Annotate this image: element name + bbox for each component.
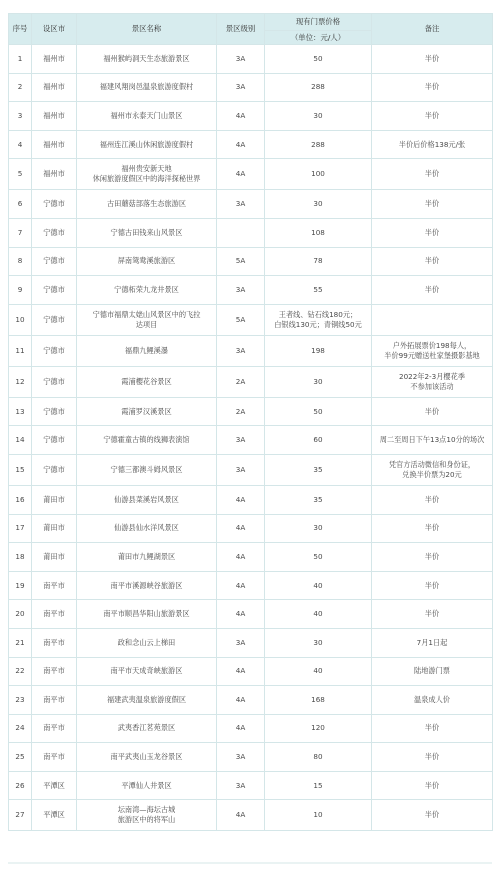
cell-note-line: 半价 xyxy=(424,723,440,733)
cell-note-line: 不参加该活动 xyxy=(410,381,454,391)
cell-city: 福州市 xyxy=(32,102,77,131)
cell-seq: 12 xyxy=(9,366,32,397)
cell-price-line: 50 xyxy=(313,551,323,561)
scenic-ticket-table xyxy=(8,13,493,831)
cell-city: 南平市 xyxy=(32,686,77,715)
cell-name-line: 坛南湾—海坛古城 xyxy=(117,805,176,815)
cell-city: 宁德市 xyxy=(32,276,77,305)
table-row xyxy=(9,426,493,455)
cell-level: 3A xyxy=(217,426,265,455)
cell-seq: 9 xyxy=(9,276,32,305)
table-row xyxy=(9,485,493,514)
cell-seq: 18 xyxy=(9,543,32,572)
header-price-title: 现有门票价格 xyxy=(265,14,372,31)
header-level: 景区级别 xyxy=(217,14,265,45)
table-row xyxy=(9,190,493,219)
table-row xyxy=(9,543,493,572)
cell-note xyxy=(372,247,493,276)
cell-note xyxy=(372,514,493,543)
cell-city: 南平市 xyxy=(32,657,77,686)
table-row xyxy=(9,102,493,131)
cell-level: 4A xyxy=(217,485,265,514)
cell-note xyxy=(372,571,493,600)
cell-level: 3A xyxy=(217,73,265,102)
cell-note-line: 半价 xyxy=(424,406,440,416)
header-city: 设区市 xyxy=(32,14,77,45)
cell-price-line: 35 xyxy=(313,494,323,504)
cell-name-line: 福建风翔岗邑温泉旅游度假村 xyxy=(99,82,194,92)
cell-price-line: 50 xyxy=(313,406,323,416)
cell-seq: 8 xyxy=(9,247,32,276)
cell-level: 4A xyxy=(217,159,265,190)
cell-level: 4A xyxy=(217,800,265,831)
cell-note xyxy=(372,73,493,102)
cell-seq: 26 xyxy=(9,771,32,800)
cell-price xyxy=(265,571,372,600)
cell-name-line: 福州猴屿洞天生态旅游景区 xyxy=(103,53,190,63)
cell-seq: 17 xyxy=(9,514,32,543)
cell-level: 4A xyxy=(217,600,265,629)
cell-level: 3A xyxy=(217,628,265,657)
cell-note xyxy=(372,628,493,657)
cell-note-line: 半价 xyxy=(424,752,440,762)
cell-price xyxy=(265,657,372,686)
cell-name-line: 宁德古田钱来山风景区 xyxy=(110,227,183,237)
cell-city: 福州市 xyxy=(32,159,77,190)
cell-price xyxy=(265,102,372,131)
cell-price xyxy=(265,335,372,366)
cell-name-line: 宁德市福鼎太姥山风景区中的飞拉 xyxy=(92,309,201,319)
cell-name xyxy=(77,426,217,455)
cell-seq: 27 xyxy=(9,800,32,831)
table-row xyxy=(9,397,493,426)
cell-note-line: 半价 xyxy=(424,256,440,266)
cell-price-line: 40 xyxy=(313,666,323,676)
cell-level: 4A xyxy=(217,714,265,743)
cell-level xyxy=(217,218,265,247)
cell-note-line: 半价 xyxy=(424,580,440,590)
cell-price-line: 10 xyxy=(313,810,323,820)
cell-name xyxy=(77,800,217,831)
cell-seq: 21 xyxy=(9,628,32,657)
table-row xyxy=(9,247,493,276)
cell-note-line: 半价 xyxy=(424,810,440,820)
cell-seq: 14 xyxy=(9,426,32,455)
cell-seq: 24 xyxy=(9,714,32,743)
cell-name xyxy=(77,714,217,743)
table-row xyxy=(9,218,493,247)
cell-note xyxy=(372,190,493,219)
cell-city: 福州市 xyxy=(32,73,77,102)
cell-note-line: 凭官方活动微信和身份证， xyxy=(388,459,476,469)
cell-seq: 16 xyxy=(9,485,32,514)
cell-name xyxy=(77,335,217,366)
cell-name-line: 南平武夷山玉龙谷景区 xyxy=(110,752,183,762)
cell-price-line: 80 xyxy=(313,752,323,762)
cell-seq: 10 xyxy=(9,304,32,335)
cell-name xyxy=(77,743,217,772)
cell-price-line: 108 xyxy=(311,227,325,237)
cell-note-line: 半价 xyxy=(424,523,440,533)
cell-note-line: 半价 xyxy=(424,780,440,790)
cell-price-line: 王者线、钻石线180元； xyxy=(278,309,358,319)
cell-seq: 6 xyxy=(9,190,32,219)
cell-name-line: 仙游县菜溪岩风景区 xyxy=(114,494,179,504)
cell-city: 南平市 xyxy=(32,743,77,772)
table-row xyxy=(9,600,493,629)
cell-name-line: 屏南鸳鸯溪旅游区 xyxy=(117,256,176,266)
cell-note-line: 户外拓展票价198每人， xyxy=(392,340,472,350)
table-row xyxy=(9,335,493,366)
cell-city: 莆田市 xyxy=(32,514,77,543)
cell-name xyxy=(77,686,217,715)
cell-city: 莆田市 xyxy=(32,543,77,572)
cell-seq: 5 xyxy=(9,159,32,190)
cell-note xyxy=(372,130,493,159)
cell-note-line: 2022年2-3月樱花季 xyxy=(399,371,465,381)
cell-note-line: 兑换半价票为20元 xyxy=(402,469,462,479)
cell-note xyxy=(372,159,493,190)
cell-level: 3A xyxy=(217,276,265,305)
cell-note xyxy=(372,714,493,743)
table-row xyxy=(9,130,493,159)
cell-name xyxy=(77,45,217,74)
cell-name xyxy=(77,190,217,219)
cell-name-line: 福州市永泰天门山景区 xyxy=(110,110,183,120)
cell-seq: 11 xyxy=(9,335,32,366)
cell-seq: 19 xyxy=(9,571,32,600)
cell-name xyxy=(77,771,217,800)
cell-level: 4A xyxy=(217,657,265,686)
cell-name-line: 仙游县仙水洋风景区 xyxy=(114,523,179,533)
cell-price-line: 78 xyxy=(313,256,323,266)
table-row xyxy=(9,771,493,800)
cell-name xyxy=(77,485,217,514)
table-row xyxy=(9,366,493,397)
cell-note xyxy=(372,771,493,800)
cell-price-line: 60 xyxy=(313,435,323,445)
cell-note xyxy=(372,366,493,397)
cell-seq: 23 xyxy=(9,686,32,715)
cell-city: 宁德市 xyxy=(32,335,77,366)
cell-city: 宁德市 xyxy=(32,247,77,276)
cell-name xyxy=(77,102,217,131)
table-row xyxy=(9,686,493,715)
cell-price xyxy=(265,366,372,397)
cell-name xyxy=(77,657,217,686)
cell-price-line: 198 xyxy=(311,345,325,355)
table-row xyxy=(9,800,493,831)
cell-level: 5A xyxy=(217,304,265,335)
table-row xyxy=(9,657,493,686)
cell-level: 4A xyxy=(217,543,265,572)
table-row xyxy=(9,714,493,743)
cell-price-line: 白银线130元；青铜线50元 xyxy=(274,319,362,329)
cell-note-line: 半价 xyxy=(424,609,440,619)
cell-note-line: 半价 xyxy=(424,227,440,237)
cell-price-line: 30 xyxy=(313,376,323,386)
cell-note-line: 周二至周日下午13点10分的场次 xyxy=(379,435,485,445)
cell-note-line: 半价后价格138元/张 xyxy=(398,139,466,149)
cell-level: 4A xyxy=(217,686,265,715)
cell-price xyxy=(265,397,372,426)
cell-note xyxy=(372,800,493,831)
cell-price-line: 30 xyxy=(313,637,323,647)
cell-name-line: 宁德柘荣九龙井景区 xyxy=(114,284,179,294)
cell-note-line: 7月1日起 xyxy=(416,637,448,647)
cell-name-line: 平潭仙人井景区 xyxy=(121,780,172,790)
cell-city: 宁德市 xyxy=(32,454,77,485)
cell-city: 莆田市 xyxy=(32,485,77,514)
cell-city: 南平市 xyxy=(32,600,77,629)
cell-level: 3A xyxy=(217,454,265,485)
header-seq: 序号 xyxy=(9,14,32,45)
cell-name xyxy=(77,397,217,426)
cell-name xyxy=(77,366,217,397)
cell-price xyxy=(265,247,372,276)
cell-name-line: 古田蘑菇部落生态旅游区 xyxy=(106,199,187,209)
cell-name-line: 霞浦樱花谷景区 xyxy=(121,376,172,386)
cell-name-line: 宁德霍童古镇的线狮表演馆 xyxy=(103,435,190,445)
cell-price-line: 30 xyxy=(313,523,323,533)
cell-level: 3A xyxy=(217,190,265,219)
table-row xyxy=(9,628,493,657)
cell-name-line: 莆田市九鲤湖景区 xyxy=(117,551,176,561)
cell-level: 3A xyxy=(217,45,265,74)
cell-name xyxy=(77,304,217,335)
cell-price xyxy=(265,304,372,335)
cell-price xyxy=(265,800,372,831)
cell-name-line: 南平市溪源峡谷旅游区 xyxy=(110,580,183,590)
cell-price-line: 30 xyxy=(313,110,323,120)
cell-price-line: 40 xyxy=(313,580,323,590)
scenic-ticket-table-container xyxy=(8,13,492,856)
cell-note xyxy=(372,102,493,131)
table-body xyxy=(9,45,493,831)
cell-level: 4A xyxy=(217,102,265,131)
cell-level: 4A xyxy=(217,514,265,543)
cell-note xyxy=(372,397,493,426)
cell-city: 宁德市 xyxy=(32,366,77,397)
cell-name xyxy=(77,218,217,247)
cell-name-line: 福建武夷温泉旅游度假区 xyxy=(106,694,187,704)
cell-price-line: 100 xyxy=(311,169,325,179)
cell-level: 3A xyxy=(217,771,265,800)
cell-city: 宁德市 xyxy=(32,218,77,247)
cell-name xyxy=(77,247,217,276)
cell-name xyxy=(77,73,217,102)
cell-city: 宁德市 xyxy=(32,304,77,335)
cell-name-line: 南平市天成奇峡旅游区 xyxy=(110,666,183,676)
cell-city: 平潭区 xyxy=(32,771,77,800)
table-row xyxy=(9,514,493,543)
cell-city: 宁德市 xyxy=(32,190,77,219)
cell-price xyxy=(265,514,372,543)
cell-name-line: 南平市顺昌华阳山旅游景区 xyxy=(103,609,190,619)
cell-price xyxy=(265,454,372,485)
cell-name xyxy=(77,514,217,543)
cell-city: 南平市 xyxy=(32,714,77,743)
cell-level: 3A xyxy=(217,335,265,366)
cell-price xyxy=(265,159,372,190)
cell-price xyxy=(265,543,372,572)
cell-level: 2A xyxy=(217,397,265,426)
cell-seq: 15 xyxy=(9,454,32,485)
table-header xyxy=(9,14,493,45)
cell-note xyxy=(372,426,493,455)
cell-price-line: 288 xyxy=(311,139,325,149)
cell-note-line: 半价 xyxy=(424,82,440,92)
cell-name-line: 旅游区中的将军山 xyxy=(117,815,176,825)
cell-price-line: 50 xyxy=(313,53,323,63)
cell-price xyxy=(265,771,372,800)
cell-city: 平潭区 xyxy=(32,800,77,831)
cell-price-line: 55 xyxy=(313,284,323,294)
cell-price-line: 15 xyxy=(313,780,323,790)
cell-seq: 22 xyxy=(9,657,32,686)
header-name: 景区名称 xyxy=(77,14,217,45)
cell-price-line: 168 xyxy=(311,694,325,704)
cell-seq: 2 xyxy=(9,73,32,102)
cell-seq: 7 xyxy=(9,218,32,247)
cell-name-line: 宁德三都澳斗姆风景区 xyxy=(110,464,183,474)
cell-price xyxy=(265,190,372,219)
cell-city: 宁德市 xyxy=(32,426,77,455)
cell-note-line: 陆地游门票 xyxy=(414,666,450,676)
cell-city: 福州市 xyxy=(32,130,77,159)
cell-note xyxy=(372,304,493,335)
cell-seq: 3 xyxy=(9,102,32,131)
cell-name-line: 达项目 xyxy=(135,319,158,329)
cell-note xyxy=(372,218,493,247)
cell-note xyxy=(372,686,493,715)
cell-price xyxy=(265,276,372,305)
cell-level: 3A xyxy=(217,743,265,772)
table-row xyxy=(9,45,493,74)
cell-price xyxy=(265,600,372,629)
cell-name-line: 福州贵安新天地 xyxy=(121,164,172,174)
cell-note-line: 半价99元赠送杜家堡摄影基地 xyxy=(384,350,480,360)
cell-name xyxy=(77,130,217,159)
cell-price xyxy=(265,628,372,657)
cell-price-line: 288 xyxy=(311,82,325,92)
bottom-divider xyxy=(8,862,492,864)
cell-note xyxy=(372,543,493,572)
table-row xyxy=(9,159,493,190)
table-row xyxy=(9,454,493,485)
cell-note xyxy=(372,276,493,305)
cell-price xyxy=(265,743,372,772)
cell-name-line: 霞浦罗汉溪景区 xyxy=(121,406,172,416)
cell-name-line: 政和念山云上梯田 xyxy=(117,637,176,647)
cell-note-line: 温泉成人价 xyxy=(414,694,450,704)
cell-price xyxy=(265,485,372,514)
cell-seq: 1 xyxy=(9,45,32,74)
cell-name xyxy=(77,600,217,629)
cell-note xyxy=(372,600,493,629)
cell-price xyxy=(265,426,372,455)
cell-note xyxy=(372,743,493,772)
cell-seq: 13 xyxy=(9,397,32,426)
table-row xyxy=(9,276,493,305)
cell-name-line: 福州连江溪山休闲旅游度假村 xyxy=(99,139,194,149)
cell-price xyxy=(265,218,372,247)
cell-price-line: 35 xyxy=(313,464,323,474)
cell-note-line: 半价 xyxy=(424,53,440,63)
cell-note xyxy=(372,485,493,514)
cell-price-line: 40 xyxy=(313,609,323,619)
cell-price-line: 30 xyxy=(313,199,323,209)
cell-level: 4A xyxy=(217,571,265,600)
cell-note-line: 半价 xyxy=(424,199,440,209)
cell-name xyxy=(77,628,217,657)
cell-note-line: 半价 xyxy=(424,494,440,504)
cell-price xyxy=(265,714,372,743)
cell-price xyxy=(265,45,372,74)
cell-level: 4A xyxy=(217,130,265,159)
cell-city: 宁德市 xyxy=(32,397,77,426)
cell-city: 福州市 xyxy=(32,45,77,74)
cell-note xyxy=(372,45,493,74)
cell-name xyxy=(77,276,217,305)
cell-name-line: 休闲旅游度假区中的海洋探秘世界 xyxy=(92,174,201,184)
table-row xyxy=(9,304,493,335)
cell-name-line: 福鼎九鲤溪瀑 xyxy=(124,345,169,355)
cell-price xyxy=(265,130,372,159)
cell-note-line: 半价 xyxy=(424,551,440,561)
cell-name xyxy=(77,159,217,190)
cell-note xyxy=(372,657,493,686)
header-note: 备注 xyxy=(372,14,493,45)
cell-note-line: 半价 xyxy=(424,169,440,179)
cell-note-line: 半价 xyxy=(424,110,440,120)
cell-price xyxy=(265,686,372,715)
cell-name-line: 武夷香江茗苑景区 xyxy=(117,723,176,733)
cell-seq: 20 xyxy=(9,600,32,629)
cell-name xyxy=(77,543,217,572)
cell-note xyxy=(372,335,493,366)
table-row xyxy=(9,571,493,600)
cell-name xyxy=(77,454,217,485)
cell-level: 2A xyxy=(217,366,265,397)
cell-city: 南平市 xyxy=(32,571,77,600)
table-row xyxy=(9,743,493,772)
cell-seq: 4 xyxy=(9,130,32,159)
cell-name xyxy=(77,571,217,600)
cell-note-line: 半价 xyxy=(424,284,440,294)
cell-price-line: 120 xyxy=(311,723,325,733)
cell-level: 5A xyxy=(217,247,265,276)
cell-seq: 25 xyxy=(9,743,32,772)
header-price-unit: （单位：元/人） xyxy=(265,31,372,45)
cell-price xyxy=(265,73,372,102)
cell-city: 南平市 xyxy=(32,628,77,657)
table-row xyxy=(9,73,493,102)
cell-note xyxy=(372,454,493,485)
